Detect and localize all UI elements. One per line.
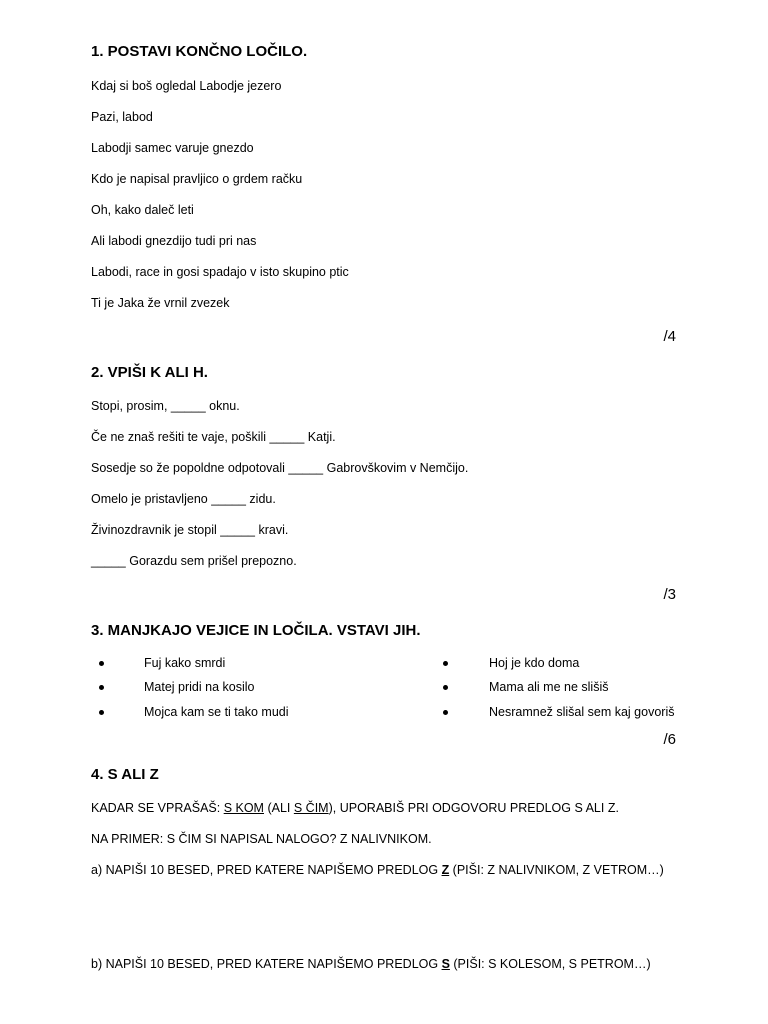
s3-left-item: Mojca kam se ti tako mudi xyxy=(144,705,289,719)
s3-left-item: Fuj kako smrdi xyxy=(144,656,226,670)
bullet-icon xyxy=(443,661,448,666)
s4-text: a) NAPIŠI 10 BESED, PRED KATERE NAPIŠEMO PREDLOG xyxy=(91,863,442,877)
s3-right-item: Mama ali me ne slišiš xyxy=(489,680,609,694)
s4-text: (PIŠI: S KOLESOM, S PETROM…) xyxy=(449,957,651,971)
s1-line: Pazi, labod xyxy=(91,110,153,124)
s2-line: Omelo je pristavljeno _____ zidu. xyxy=(91,492,276,506)
section-2-title: 2. VPIŠI K ALI H. xyxy=(91,364,208,381)
section-1-title: 1. POSTAVI KONČNO LOČILO. xyxy=(91,43,308,60)
s3-right-item: Nesramnež slišal sem kaj govoriš xyxy=(489,705,675,719)
s4-underlined-term: S KOM xyxy=(223,801,264,815)
s2-line: Sosedje so že popoldne odpotovali _____ Gabrovškovim v Nemčijo. xyxy=(91,461,469,475)
s2-line: Živinozdravnik je stopil _____ kravi. xyxy=(91,523,289,537)
s4-task-b xyxy=(91,957,651,971)
s4-text: (ALI xyxy=(263,801,294,815)
s3-right-item: Hoj je kdo doma xyxy=(489,656,580,670)
s4-text: KADAR SE VPRAŠAŠ: xyxy=(91,801,224,815)
s1-line: Labodi, race in gosi spadajo v isto skupino ptic xyxy=(91,265,349,279)
s1-line: Ti je Jaka že vrnil zvezek xyxy=(91,296,230,310)
s4-text: (PIŠI: Z NALIVNIKOM, Z VETROM…) xyxy=(449,863,664,877)
s1-line: Labodji samec varuje gnezdo xyxy=(91,141,254,155)
bullet-icon xyxy=(99,710,104,715)
s4-preposition: S xyxy=(441,957,450,971)
s4-instruction xyxy=(91,801,619,815)
bullet-icon xyxy=(443,710,448,715)
s2-line: _____ Gorazdu sem prišel prepozno. xyxy=(91,554,297,568)
s2-line: Če ne znaš rešiti te vaje, poškili _____ Katji. xyxy=(91,430,336,444)
s4-task-a xyxy=(91,863,664,877)
bullet-icon xyxy=(99,661,104,666)
bullet-icon xyxy=(443,685,448,690)
section-1-score: /4 xyxy=(663,328,676,345)
section-3-title: 3. MANJKAJO VEJICE IN LOČILA. VSTAVI JIH. xyxy=(91,622,421,639)
s1-line: Kdo je napisal pravljico o grdem račku xyxy=(91,172,303,186)
s4-preposition: Z xyxy=(441,863,450,877)
section-3-score: /6 xyxy=(663,731,676,748)
section-4-title: 4. S ALI Z xyxy=(91,766,159,783)
s1-line: Ali labodi gnezdijo tudi pri nas xyxy=(91,234,257,248)
s4-underlined-term: S ČIM xyxy=(293,801,329,815)
s1-line: Oh, kako daleč leti xyxy=(91,203,194,217)
s4-example: NA PRIMER: S ČIM SI NAPISAL NALOGO? Z NALIVNIKOM. xyxy=(91,832,432,846)
bullet-icon xyxy=(99,685,104,690)
section-2-score: /3 xyxy=(663,586,676,603)
s4-text: b) NAPIŠI 10 BESED, PRED KATERE NAPIŠEMO PREDLOG xyxy=(91,957,442,971)
s2-line: Stopi, prosim, _____ oknu. xyxy=(91,399,240,413)
s1-line: Kdaj si boš ogledal Labodje jezero xyxy=(91,79,282,93)
s3-left-item: Matej pridi na kosilo xyxy=(144,680,255,694)
s4-text: ), UPORABIŠ PRI ODGOVORU PREDLOG S ALI Z. xyxy=(328,801,619,815)
